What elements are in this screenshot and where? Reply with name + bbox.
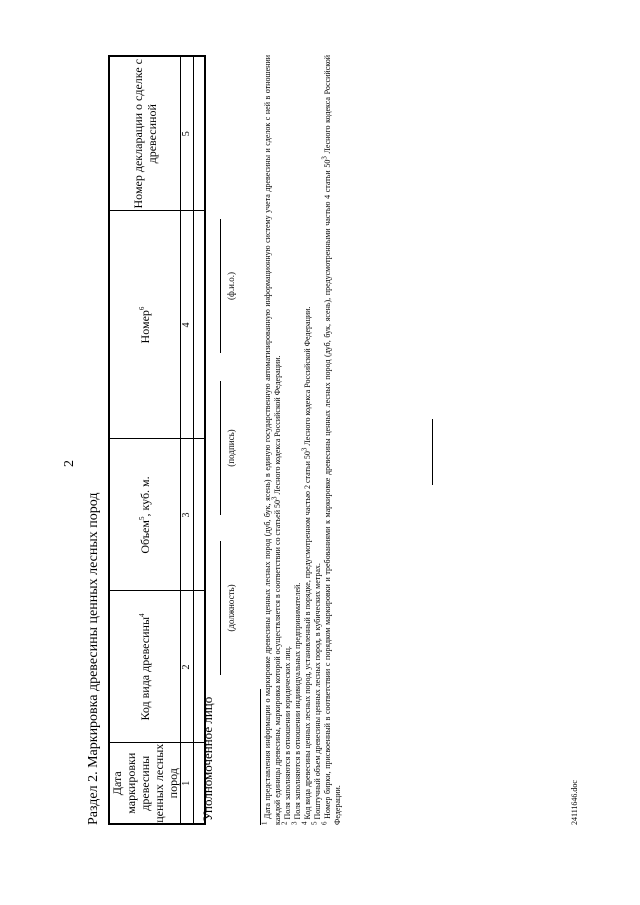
page-number: 2 xyxy=(62,460,77,467)
signature-caption: (подпись) xyxy=(226,429,236,467)
section-title: Раздел 2. Маркировка древесины ценных лесных пород xyxy=(86,492,101,825)
table-cell xyxy=(194,439,206,591)
position-line xyxy=(220,541,221,675)
index-cell: 3 xyxy=(181,439,194,591)
marking-table xyxy=(108,55,206,825)
footnotes xyxy=(260,54,343,825)
index-cell: 1 xyxy=(181,743,194,824)
full-name-caption: (ф.и.о.) xyxy=(226,272,236,300)
footnote: $^6$ Номер бирки, присвоенный в соответствии с порядком маркировки и требованиями к маркировке древесины ценных лесных пород (дуб, бук, ясень), предусмотренными частью 4 статьи $50^3$ Лесного кодекса Российской Федерации. xyxy=(320,54,342,825)
authorized-person-label: Уполномоченное лицо xyxy=(200,696,215,821)
table-cell xyxy=(194,56,206,211)
signature-line xyxy=(220,381,221,515)
table-index-row xyxy=(181,56,194,824)
header-declaration-number: Номер декларации о сделке с древесиной xyxy=(109,56,181,211)
footnote: $^5$ Поштучный объем древесины ценных лесных пород, в кубических метрах. xyxy=(310,563,322,825)
header-wood-type-code: Код вида древесины$^4$ xyxy=(109,591,181,743)
header-marking-date: Дата маркировки древесины ценных лесных пород xyxy=(110,743,180,823)
footnote-separator xyxy=(260,689,261,825)
index-cell: 2 xyxy=(181,591,194,743)
blank-line xyxy=(432,419,433,485)
footnote: $^3$ Поля заполняются в отношении индивидуальных предпринимателей. xyxy=(290,582,302,825)
table-header-row xyxy=(109,56,181,824)
footnote: $^1$ Дата представления информации о маркировке древесины ценных лесных пород (дуб, бук, ясень) в единую государственную автоматизированную информационную систему учета древесины и сделок с ней в отношении каждой единицы древесины, маркировка которой осуществляется в соответствии со статьей $50^3$ Лесного кодекса Российской Федерации. xyxy=(260,54,282,825)
index-cell: 4 xyxy=(181,211,194,439)
footnote: $^4$ Код вида древесины ценных лесных пород, установленный в порядке, предусмотренном частью 2 статьи $50^3$ Лесного кодекса Российской Федерации. xyxy=(300,306,312,825)
full-name-line xyxy=(220,219,221,353)
document-code: 24111646.doc xyxy=(570,780,579,825)
position-caption: (должность) xyxy=(226,584,236,632)
table-cell xyxy=(194,211,206,439)
footnote: $^2$ Поля заполняются в отношении юридических лиц. xyxy=(280,646,292,825)
header-volume: Объем$^5$, куб. м. xyxy=(109,439,181,591)
index-cell: 5 xyxy=(181,56,194,211)
header-tag-number: Номер$^6$ xyxy=(109,211,181,439)
